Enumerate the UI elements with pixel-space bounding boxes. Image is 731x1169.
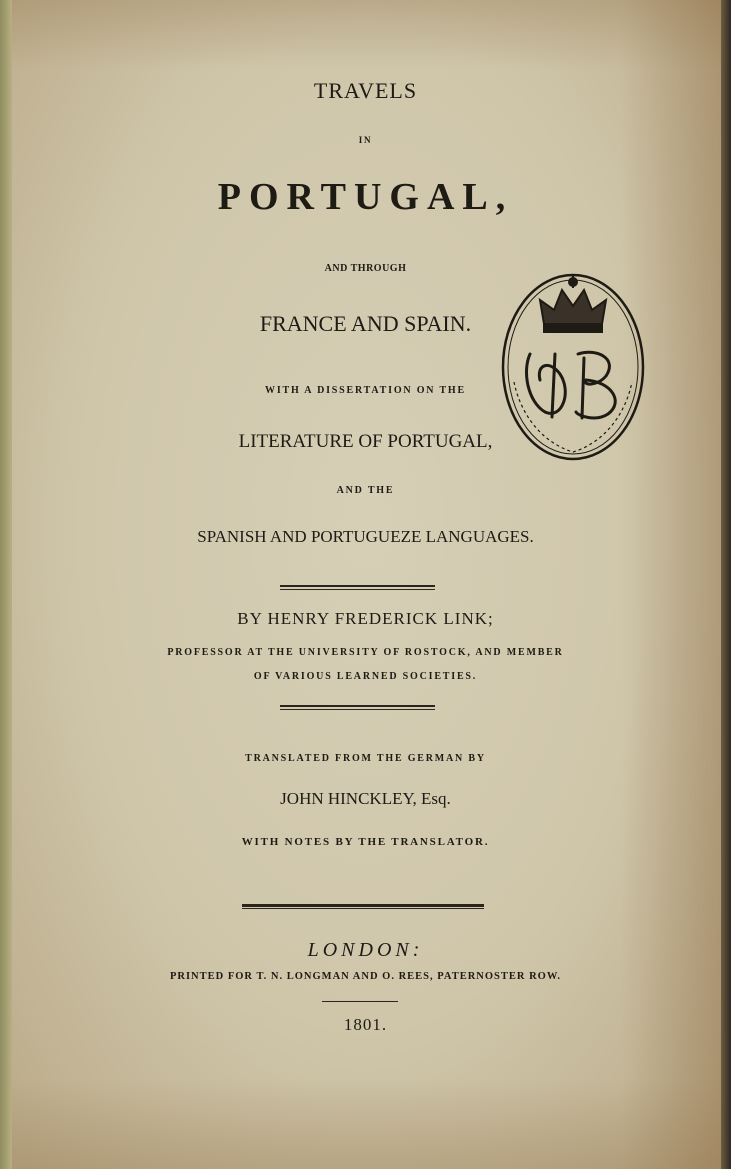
subtitle-languages: SPANISH AND PORTUGUEZE LANGUAGES.	[197, 527, 534, 546]
page-edge	[721, 0, 731, 1169]
imprint-year: 1801.	[343, 1015, 388, 1034]
crown-icon	[540, 276, 606, 332]
subtitle-dissertation: WITH A DISSERTATION ON THE	[265, 385, 466, 396]
monogram-icon	[526, 352, 615, 418]
title-in: IN	[358, 135, 373, 145]
subtitle-france-spain: FRANCE AND SPAIN.	[259, 311, 472, 336]
title-travels: TRAVELS	[313, 78, 418, 103]
paper-stain-bottom	[0, 1079, 731, 1169]
author-description-1: PROFESSOR AT THE UNIVERSITY OF ROSTOCK, AND MEMBER	[167, 647, 564, 658]
subtitle-literature: LITERATURE OF PORTUGAL,	[238, 431, 493, 452]
ornamental-rule	[322, 1001, 398, 1002]
author-description-2: OF VARIOUS LEARNED SOCIETIES.	[253, 671, 478, 682]
notes-line: WITH NOTES BY THE TRANSLATOR.	[241, 836, 490, 848]
subtitle-and-the: AND THE	[336, 485, 395, 496]
binding-edge	[0, 0, 12, 1169]
imprint-printer: PRINTED FOR T. N. LONGMAN AND O. REES, PATERNOSTER ROW.	[169, 971, 562, 982]
paper-stain-right	[621, 0, 731, 1169]
translator-name: JOHN HINCKLEY, Esq.	[280, 789, 451, 808]
author-line: BY HENRY FREDERICK LINK;	[237, 609, 494, 628]
ornamental-rule	[242, 904, 484, 909]
imprint-place: LONDON:	[307, 939, 424, 961]
translated-by: TRANSLATED FROM THE GERMAN BY	[245, 753, 486, 764]
ornamental-rule	[280, 585, 435, 590]
subtitle-and-through: AND THROUGH	[324, 263, 407, 274]
title-portugal: PORTUGAL,	[217, 176, 514, 218]
library-stamp-icon	[500, 262, 646, 462]
ornamental-rule	[280, 705, 435, 710]
